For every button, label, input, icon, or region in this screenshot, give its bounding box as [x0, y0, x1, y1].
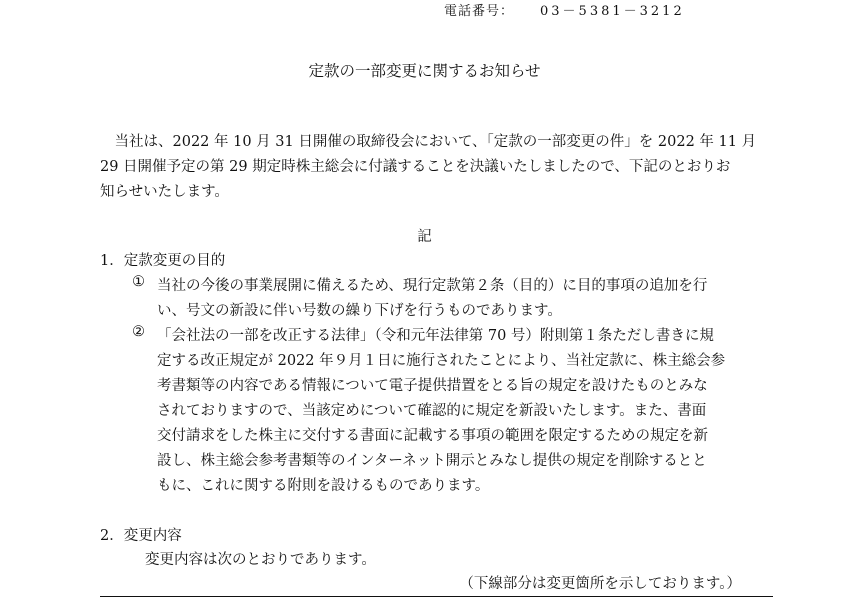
- phone-label: 電話番号：: [444, 4, 515, 19]
- item-line: もに、これに関する附則を設けるものであります。: [157, 478, 490, 494]
- changes-body: 変更内容は次のとおりであります。: [145, 552, 376, 568]
- item-line: 設し、株主総会参考書類等のインターネット開示とみなし提供の規定を削除するとと: [157, 453, 707, 469]
- ki-marker: 記: [417, 229, 432, 245]
- section-heading-purpose: 1．定款変更の目的: [100, 253, 226, 269]
- underline-note: （下線部分は変更箇所を示しております。）: [459, 576, 741, 592]
- page-title: 定款の一部変更に関するお知らせ: [308, 62, 541, 80]
- item-line: 定する改正規定が 2022 年９月１日に施行されたことにより、当社定款に、株主総会参: [157, 353, 726, 369]
- item-line: い、号文の新設に伴い号数の繰り下げを行うものであります。: [157, 303, 562, 319]
- item-line: 当社の今後の事業展開に備えるため、現行定款第２条（目的）に目的事項の追加を行: [157, 278, 708, 294]
- intro-line: 当社は、2022 年 10 月 31 日開催の取締役会において、「定款の一部変更の件」を 2022 年 11 月: [100, 134, 757, 150]
- phone-number: 03－5381－3212: [540, 4, 685, 19]
- intro-line: 29 日開催予定の第 29 期定時株主総会に付議することを決議いたしましたので、下記のとおりお: [100, 159, 731, 175]
- item-line: 交付請求をした株主に交付する書面に記載する事項の範囲を限定するための規定を新: [157, 428, 708, 444]
- item-line: されておりますので、当該定めについて確認的に規定を新設いたします。また、書面: [157, 403, 707, 419]
- item-marker: ①: [132, 274, 145, 290]
- item-line: 「会社法の一部を改正する法律」（令和元年法律第 70 号）附則第１条ただし書きに規: [157, 328, 714, 344]
- intro-line: 知らせいたします。: [100, 184, 229, 200]
- item-line: 考書類等の内容である情報について電子提供措置をとる旨の規定を設けたものとみな: [157, 378, 708, 394]
- section-heading-changes: 2．変更内容: [100, 528, 182, 544]
- item-marker: ②: [132, 324, 145, 340]
- table-top-rule: [100, 596, 773, 597]
- phone-row: [444, 0, 685, 19]
